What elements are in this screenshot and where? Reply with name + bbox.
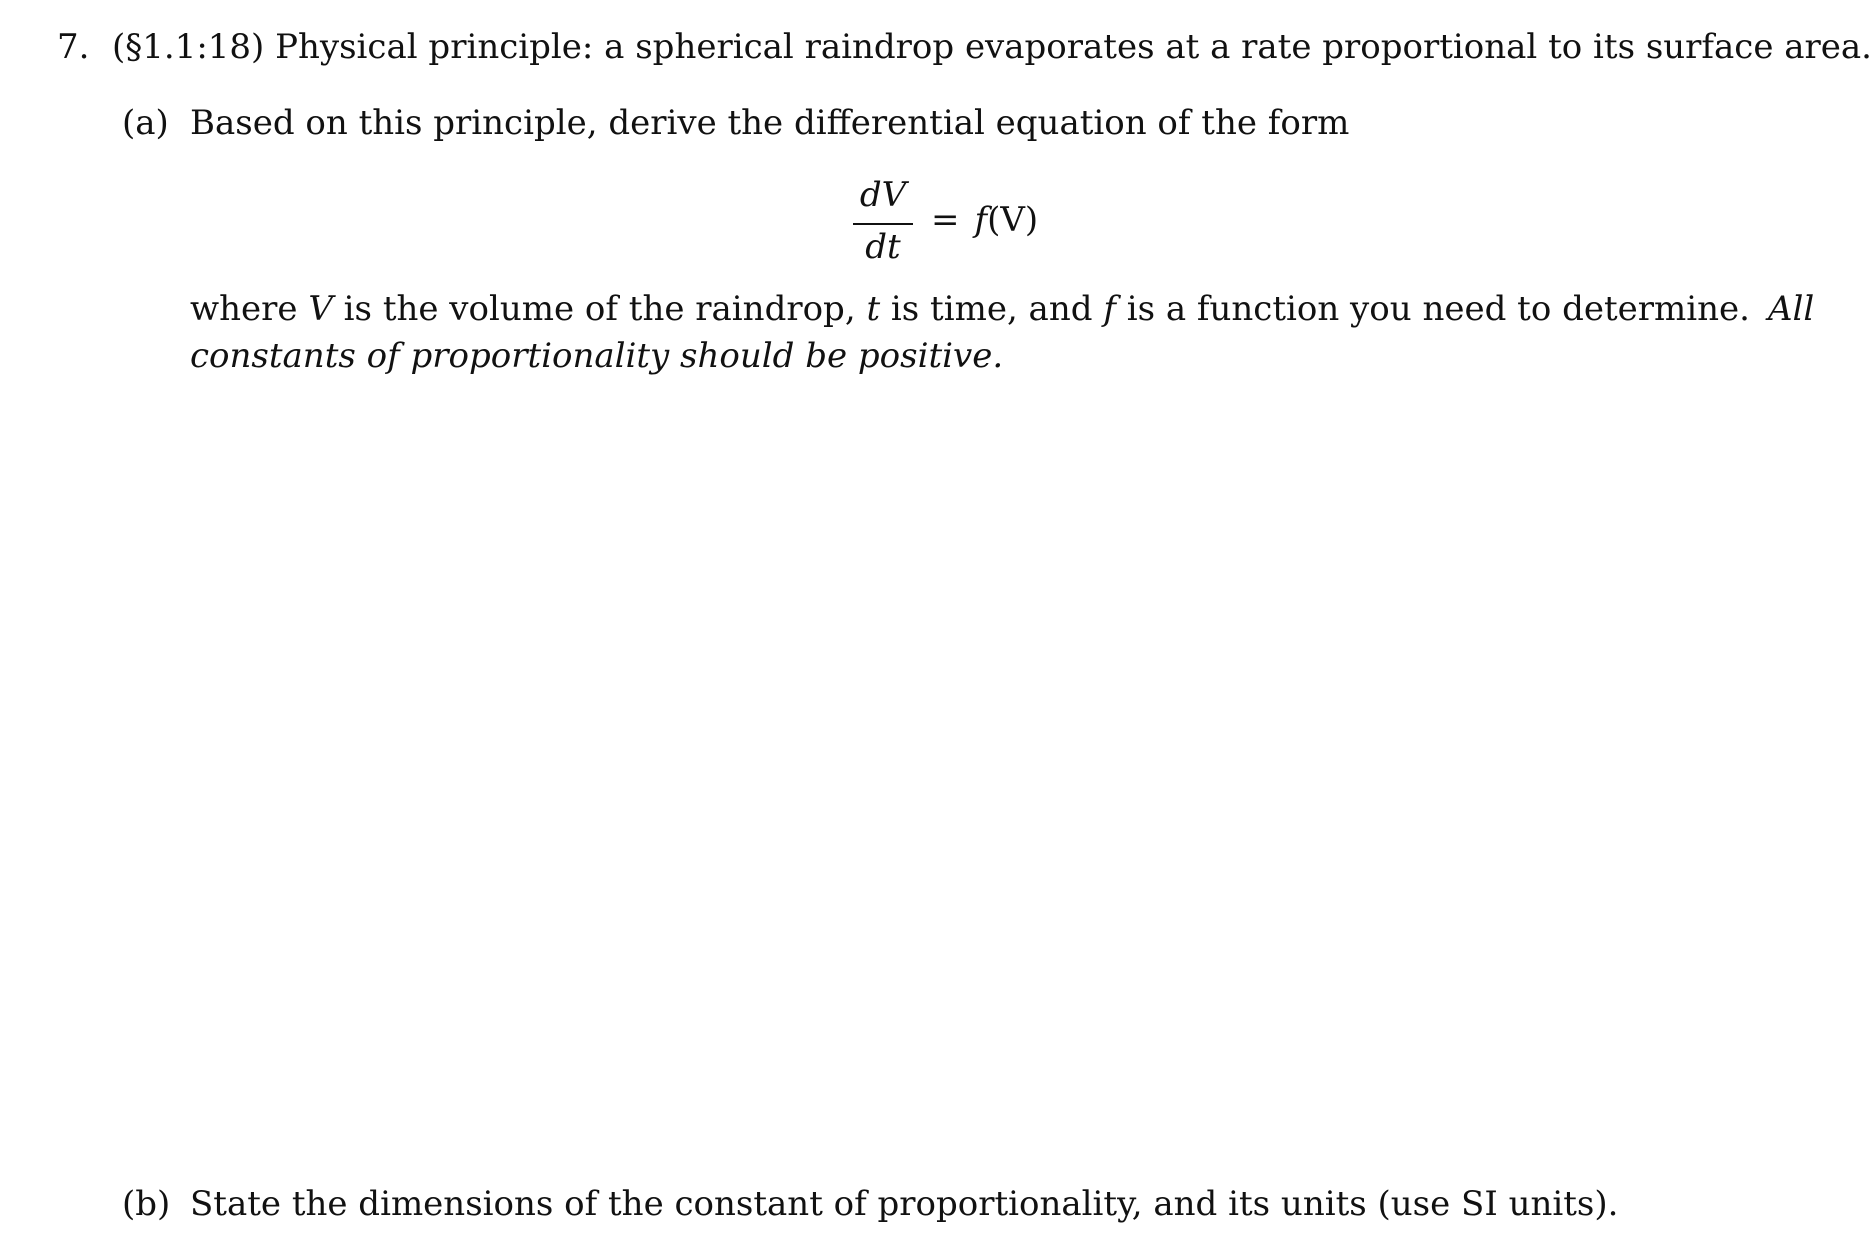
italic-note-start: All (1767, 289, 1815, 329)
part-a-label: (a) (122, 103, 169, 143)
equals-sign: = (931, 200, 960, 240)
variable-t: t (866, 289, 881, 329)
proportionality-note: constants of proportionality should be positive. (190, 336, 1004, 376)
variable-f: f (1103, 289, 1116, 329)
part-b-label: (b) (122, 1184, 171, 1224)
where-text-4: is a function you need to determine. (1115, 289, 1750, 329)
part-a-intro: Based on this principle, derive the differential equation of the form (190, 103, 1350, 143)
equation-right-side (931, 200, 1039, 240)
equation-fraction (853, 175, 913, 270)
function-argument: (V) (987, 200, 1039, 240)
function-symbol: f (974, 200, 988, 240)
variable-v: V (308, 289, 333, 329)
question-heading: (§1.1:18) Physical principle: a spherical raindrop evaporates at a rate proportional to its surface area. (112, 27, 1872, 67)
differential-equation (845, 175, 1075, 270)
equation-denominator: dt (865, 227, 901, 267)
where-text-3: is time, and (880, 289, 1104, 329)
where-text-1: where (190, 289, 309, 329)
question-number: 7. (57, 27, 90, 67)
equation-numerator: dV (859, 175, 907, 215)
variable-definition-line (190, 289, 1815, 329)
where-text-2: is the volume of the raindrop, (332, 289, 867, 329)
part-b-text: State the dimensions of the constant of proportionality, and its units (use SI units). (190, 1184, 1619, 1224)
fraction-bar (853, 223, 913, 225)
